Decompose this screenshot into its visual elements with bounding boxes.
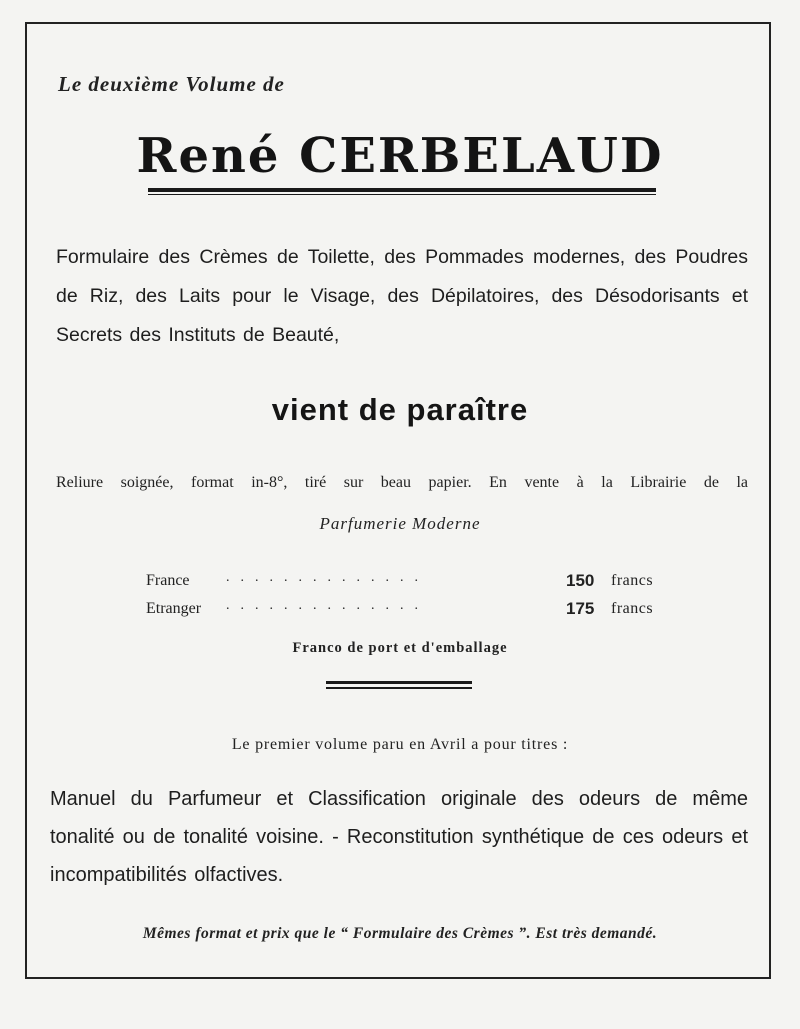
closing-note: Mêmes format et prix que le “ Formulaire des Crèmes ”. Est très demandé. [142, 925, 658, 942]
binding-details: Reliure soignée, format in-8°, tiré sur beau papier. En vente à la Librairie de la [56, 474, 748, 491]
author-name: René CERBELAUD [136, 128, 664, 184]
book-description: Formulaire des Crèmes de Toilette, des Pommades modernes, des Poudres de Riz, des Laits pour le Visage, des Dépilatoires, des Désodorisants et Secrets des Instituts de Beauté, [56, 246, 748, 346]
shipping-note: Franco de port et d'emballage [292, 640, 508, 656]
publisher-name: Parfumerie Moderne [319, 514, 481, 533]
first-volume-titles: Manuel du Parfumeur et Classification originale des odeurs de même tonalité ou de tonalité voisine. - Reconstitution synthétique de ces odeurs et incompatibilités olfactives. [50, 788, 748, 886]
first-volume-heading: Le premier volume paru en Avril a pour titres : [231, 736, 569, 753]
price-amount: 150 [566, 571, 595, 590]
price-row-france [146, 572, 666, 594]
title-rule [148, 188, 656, 192]
leader-dots: .............. [226, 598, 429, 613]
section-divider-thin [326, 687, 472, 689]
price-country: France [146, 572, 190, 589]
announcement: vient de paraître [271, 392, 529, 427]
price-amount: 175 [566, 599, 595, 618]
price-unit: francs [611, 572, 654, 589]
intro-line: Le deuxième Volume de [58, 72, 285, 96]
price-unit: francs [611, 600, 654, 617]
price-row-etranger [146, 600, 666, 622]
section-divider [326, 681, 472, 684]
title-rule-thin [148, 194, 656, 195]
price-country: Etranger [146, 600, 202, 617]
leader-dots: .............. [226, 570, 429, 585]
